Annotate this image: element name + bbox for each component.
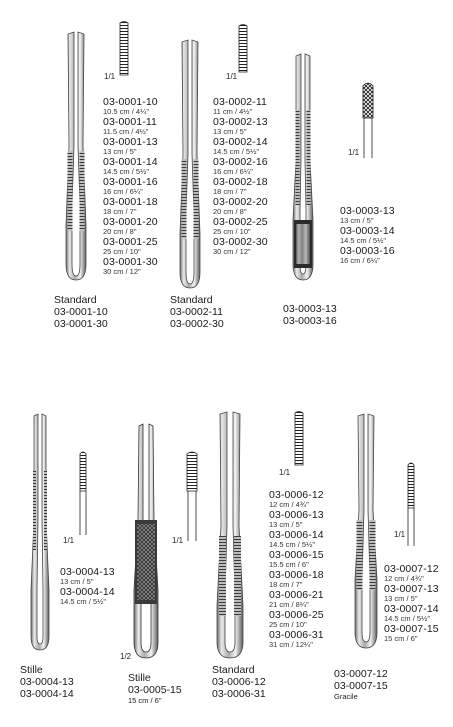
teeth-detail-6	[294, 411, 304, 467]
caption-line: 03-0005-15	[128, 684, 182, 696]
size-label: 20 cm / 8"	[213, 206, 247, 216]
size-label: 14.5 cm / 5½"	[213, 146, 260, 156]
size-label: 13 cm / 5"	[269, 519, 303, 529]
forceps-image-7	[346, 410, 386, 650]
catalog-code: 03-0007-14	[384, 603, 439, 615]
catalog-code: 03-0001-16	[103, 176, 158, 188]
catalog-code: 03-0006-31	[269, 629, 324, 641]
catalog-code: 03-0002-30	[213, 236, 268, 248]
size-label: 31 cm / 12¼"	[269, 639, 313, 649]
size-label: 13 cm / 5"	[384, 593, 418, 603]
size-label: 14.5 cm / 5½"	[384, 613, 431, 623]
size-label: 14.5 cm / 5½"	[60, 596, 107, 606]
catalog-code: 03-0001-25	[103, 236, 158, 248]
forceps-image-4	[22, 410, 58, 654]
catalog-code: 03-0001-14	[103, 156, 158, 168]
catalog-code: 03-0001-20	[103, 216, 158, 228]
size-label: 15.5 cm / 6"	[269, 559, 309, 569]
caption-line: Standard	[212, 664, 255, 676]
size-label: 11 cm / 4½"	[213, 106, 253, 116]
catalog-code: 03-0006-25	[269, 609, 324, 621]
catalog-code: 03-0003-14	[340, 225, 395, 237]
size-label: 13 cm / 5"	[60, 576, 94, 586]
code-list-3	[340, 206, 395, 266]
caption-line: Stille	[20, 664, 43, 676]
forceps-image-1	[56, 26, 96, 282]
forceps-image-2	[170, 34, 210, 290]
size-label: 30 cm / 12"	[213, 246, 251, 256]
size-label: 13 cm / 5"	[213, 126, 247, 136]
caption-7	[334, 668, 388, 702]
size-label: 30 cm / 12"	[103, 266, 141, 276]
caption-3	[283, 303, 337, 327]
scale-label-3: 1/1	[348, 148, 360, 157]
size-label: 25 cm / 10"	[269, 619, 307, 629]
teeth-detail-1	[119, 21, 129, 77]
forceps-image-3	[286, 50, 320, 282]
scale-label-5: 1/1	[172, 536, 184, 545]
size-label: 10.5 cm / 4¼"	[103, 106, 150, 116]
caption-2	[170, 294, 224, 330]
code-list-6	[269, 490, 324, 650]
catalog-code: 03-0001-30	[103, 256, 158, 268]
catalog-code: 03-0001-18	[103, 196, 158, 208]
catalog-code: 03-0006-18	[269, 569, 324, 581]
catalog-code: 03-0003-13	[340, 205, 395, 217]
catalog-code: 03-0004-14	[60, 586, 115, 598]
catalog-code: 03-0001-13	[103, 136, 158, 148]
size-label: 16 cm / 6¼"	[340, 255, 380, 265]
size-label: 18 cm / 7"	[213, 186, 247, 196]
size-label: 25 cm / 10"	[213, 226, 251, 236]
caption-line: Stille	[128, 672, 151, 684]
catalog-code: 03-0007-15	[384, 623, 439, 635]
caption-line: 03-0004-13	[20, 676, 74, 688]
scale-label-6: 1/1	[279, 468, 291, 477]
size-label: 18 cm / 7"	[103, 206, 137, 216]
size-label: 18 cm / 7"	[269, 579, 303, 589]
forceps-image-6	[208, 406, 252, 660]
detail-4	[79, 451, 87, 535]
caption-5	[128, 672, 182, 706]
catalog-code: 03-0001-11	[103, 116, 157, 128]
size-label: 11.5 cm / 4½"	[103, 126, 149, 136]
catalog-code: 03-0007-12	[384, 563, 439, 575]
code-list-2	[213, 97, 268, 257]
caption-line: 03-0006-12	[212, 676, 266, 688]
catalog-code: 03-0002-11	[213, 96, 267, 108]
code-list-7	[384, 564, 439, 644]
caption-line: 03-0004-14	[20, 688, 74, 700]
size-label: 13 cm / 5"	[103, 146, 137, 156]
size-label: 16 cm / 6¼"	[213, 166, 253, 176]
caption-line: Standard	[170, 294, 213, 306]
size-label: 14.5 cm / 5½"	[103, 166, 150, 176]
caption-line: 03-0007-15	[334, 680, 388, 692]
catalog-code: 03-0006-14	[269, 529, 324, 541]
catalog-code: 03-0001-10	[103, 96, 158, 108]
caption-note: Gracile	[334, 692, 358, 701]
scale-label-1: 1/1	[104, 72, 116, 81]
catalog-code: 03-0002-16	[213, 156, 268, 168]
size-label: 14.5 cm / 5½"	[340, 235, 387, 245]
scale-label-5b: 1/2	[120, 652, 132, 661]
catalog-code: 03-0004-13	[60, 566, 115, 578]
caption-6	[212, 664, 266, 700]
catalog-code: 03-0007-13	[384, 583, 439, 595]
caption-line: 03-0001-10	[54, 306, 108, 318]
catalog-code: 03-0006-15	[269, 549, 324, 561]
size-label: 16 cm / 6¼"	[103, 186, 143, 196]
catalog-code: 03-0003-16	[340, 245, 395, 257]
caption-line: 03-0003-13	[283, 303, 337, 315]
caption-line: 03-0002-30	[170, 318, 224, 330]
size-label: 15 cm / 6"	[384, 633, 418, 643]
catalog-code: 03-0006-13	[269, 509, 324, 521]
scale-label-2: 1/1	[226, 72, 238, 81]
size-label: 21 cm / 8¼"	[269, 599, 309, 609]
size-label: 12 cm / 4¾"	[269, 499, 309, 509]
scale-label-7: 1/1	[394, 530, 406, 539]
code-list-1	[103, 97, 158, 277]
catalog-code: 03-0002-13	[213, 116, 268, 128]
catalog-code: 03-0002-18	[213, 176, 268, 188]
caption-1	[54, 294, 108, 330]
catalog-code: 03-0006-21	[269, 589, 324, 601]
catalog-code: 03-0002-25	[213, 216, 268, 228]
teeth-detail-2	[238, 24, 248, 74]
catalog-code: 03-0006-12	[269, 489, 324, 501]
size-label: 12 cm / 4¾"	[384, 573, 424, 583]
size-label: 20 cm / 8"	[103, 226, 137, 236]
detail-5	[186, 451, 198, 541]
crosshatch-detail-3	[362, 82, 374, 158]
caption-4	[20, 664, 74, 700]
caption-line: 03-0001-30	[54, 318, 108, 330]
caption-line: 03-0003-16	[283, 315, 337, 327]
scale-label-4: 1/1	[63, 536, 75, 545]
size-label: 13 cm / 5"	[340, 215, 374, 225]
catalog-code: 03-0002-14	[213, 136, 268, 148]
caption-line: 03-0006-31	[212, 688, 266, 700]
code-list-4	[60, 567, 115, 607]
caption-line: Standard	[54, 294, 97, 306]
forceps-image-5	[128, 420, 164, 660]
catalog-code: 03-0002-20	[213, 196, 268, 208]
size-label: 14.5 cm / 5½"	[269, 539, 316, 549]
size-label: 25 cm / 10"	[103, 246, 141, 256]
caption-line: 03-0007-12	[334, 668, 388, 680]
caption-note: 15 cm / 6"	[128, 696, 162, 705]
teeth-detail-7	[407, 462, 415, 546]
caption-line: 03-0002-11	[170, 306, 223, 318]
